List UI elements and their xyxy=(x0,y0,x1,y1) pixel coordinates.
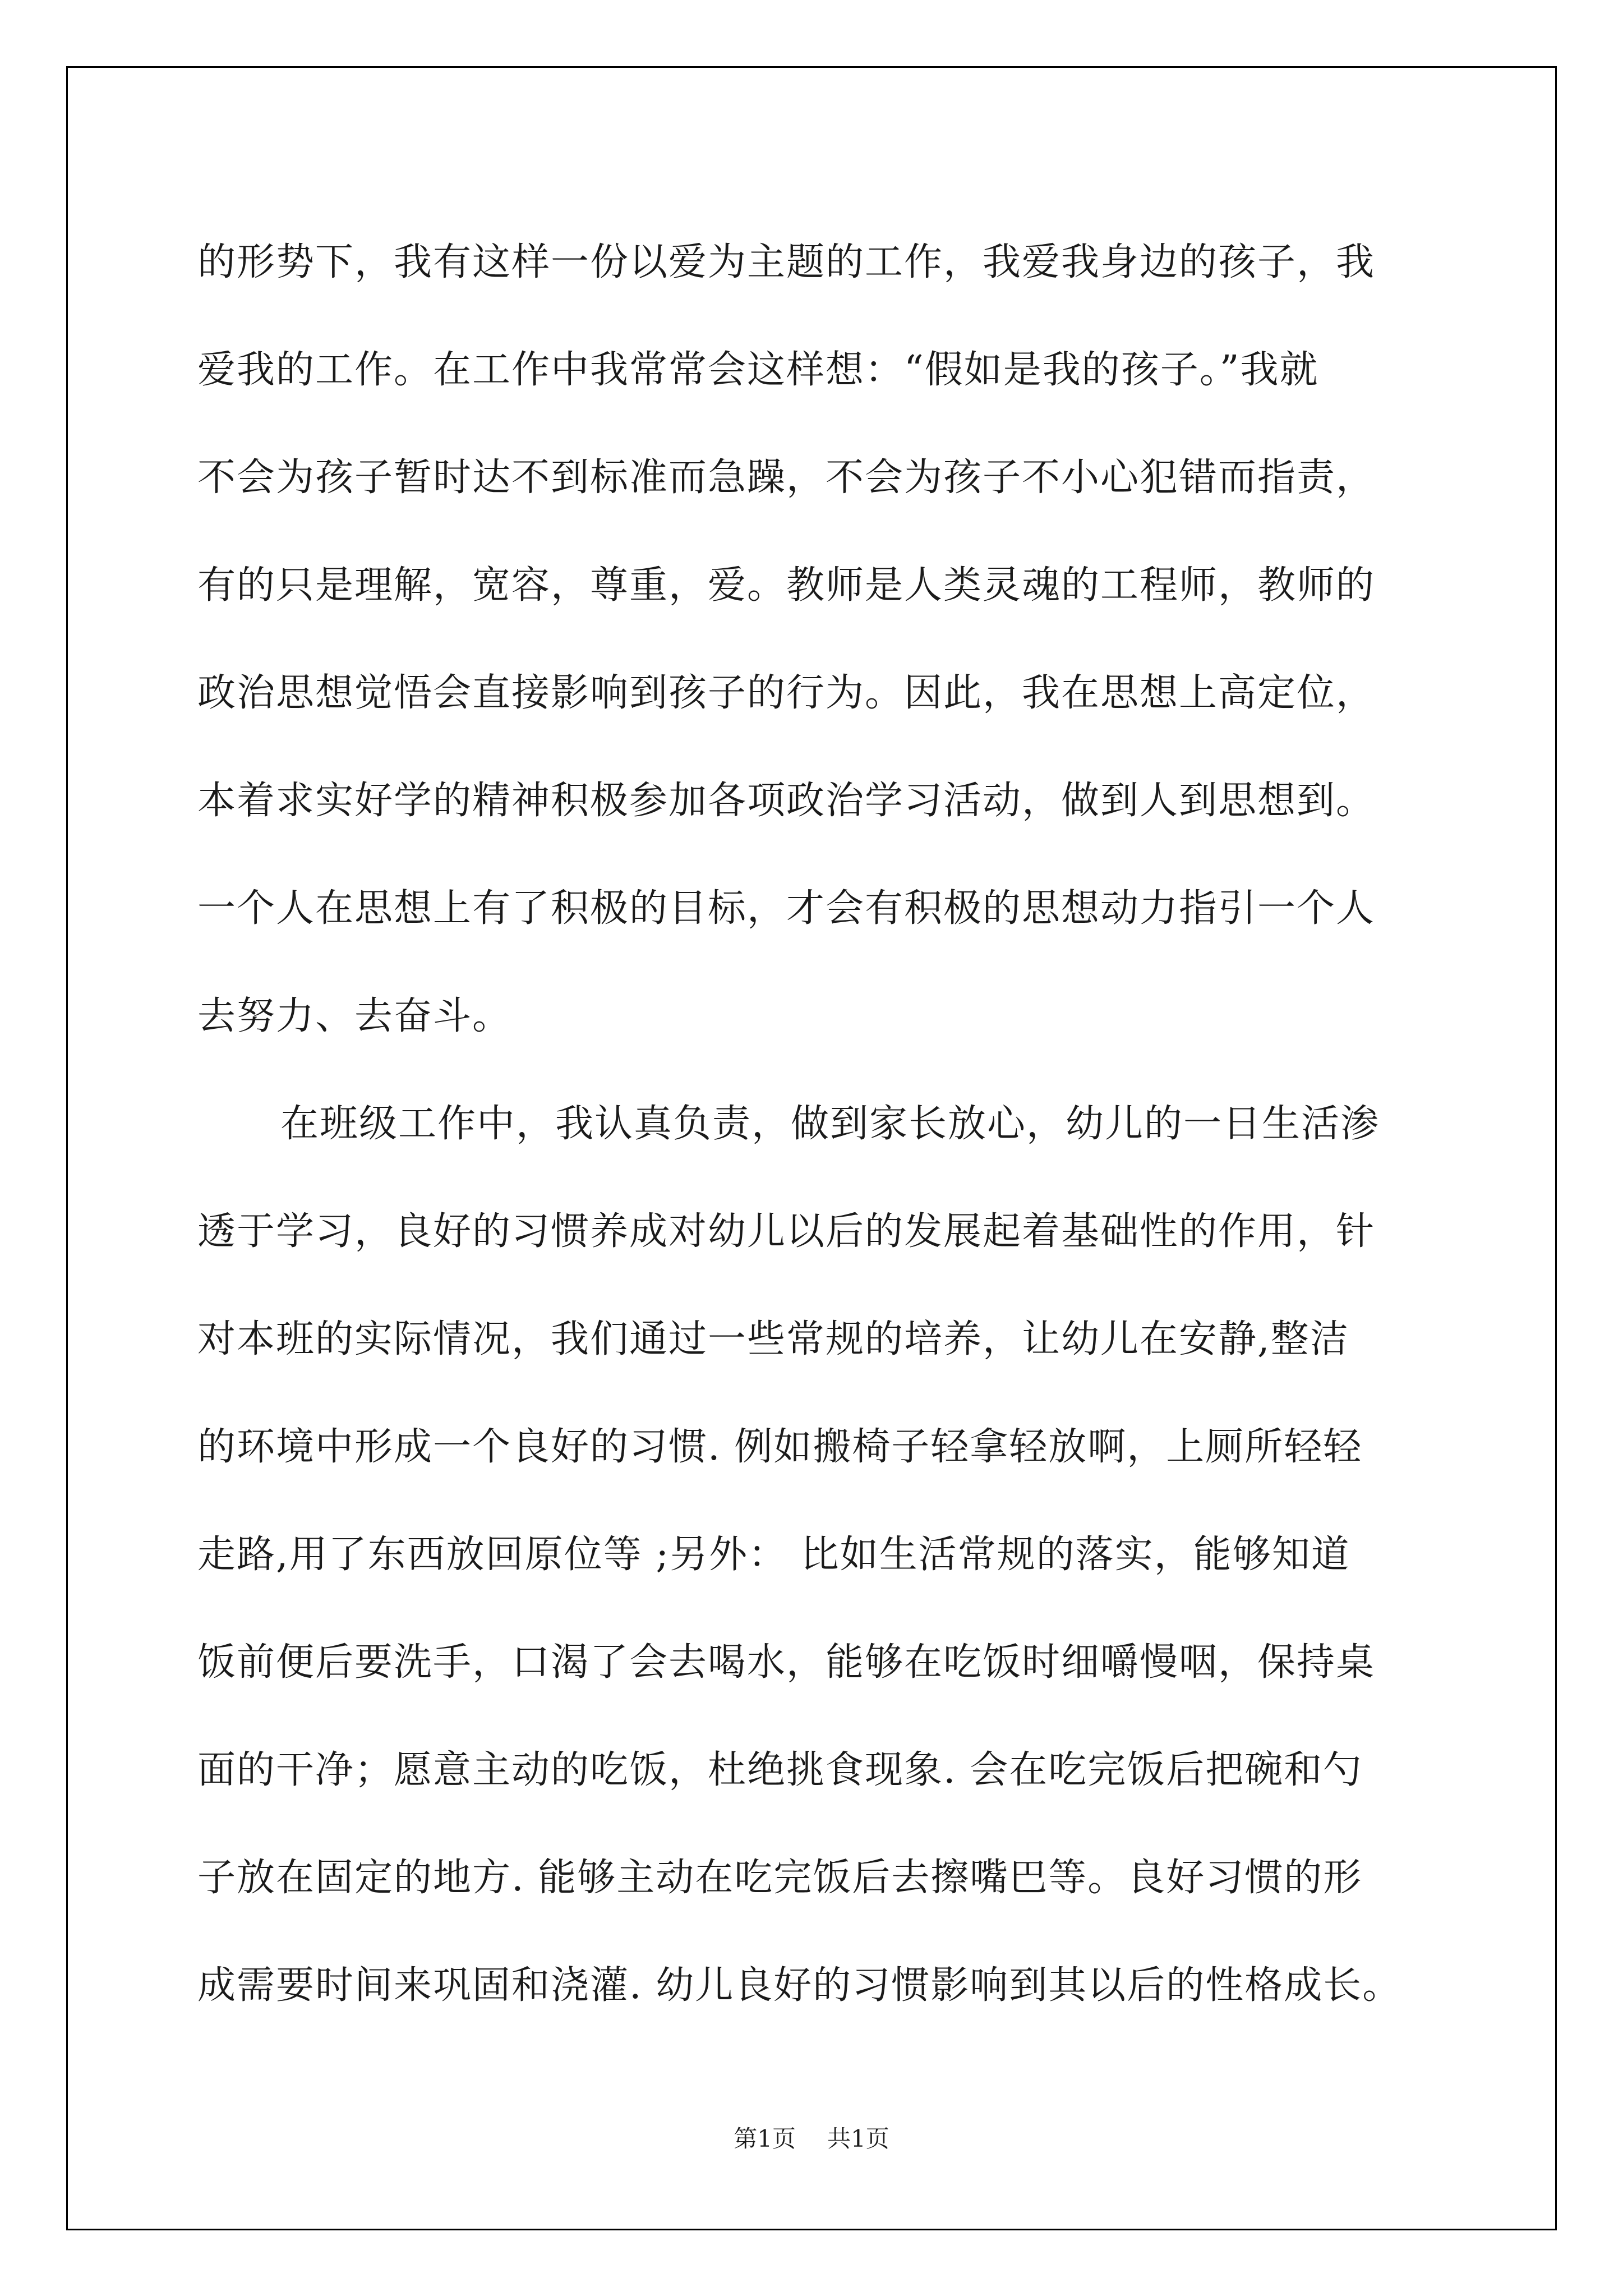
page-number-current: 第1页 xyxy=(734,2125,796,2152)
text-line: 成需要时间来巩固和浇灌. 幼儿良好的习惯影响到其以后的性格成长。 xyxy=(197,1963,1402,2008)
text-line: 一个人在思想上有了积极的目标，才会有积极的思想动力指引一个人 xyxy=(197,886,1376,931)
text-line: 政治思想觉悟会直接影响到孩子的行为。因此，我在思想上高定位， xyxy=(197,671,1376,715)
text-line: 对本班的实际情况，我们通过一些常规的培养，让幼儿在安静,整洁 xyxy=(197,1317,1349,1361)
text-line: 走路,用了东西放回原位等 ;另外： 比如生活常规的落实，能够知道 xyxy=(197,1533,1350,1577)
text-line: 的环境中形成一个良好的习惯. 例如搬椅子轻拿轻放啊，上厕所轻轻 xyxy=(197,1425,1363,1469)
text-line: 透于学习，良好的习惯养成对幼儿以后的发展起着基础性的作用，针 xyxy=(197,1209,1376,1254)
paragraph-first-line: 在班级工作中，我认真负责，做到家长放心，幼儿的一日生活渗 xyxy=(280,1102,1380,1146)
page-footer xyxy=(0,2120,1623,2154)
text-line: 本着求实好学的精神积极参加各项政治学习活动，做到人到思想到。 xyxy=(197,779,1376,823)
document-body xyxy=(197,209,1431,2040)
text-line: 爱我的工作。在工作中我常常会这样想：“假如是我的孩子。”我就 xyxy=(197,348,1319,392)
text-line: 面的干净；愿意主动的吃饭，杜绝挑食现象. 会在吃完饭后把碗和勺 xyxy=(197,1748,1363,1792)
text-line: 有的只是理解，宽容，尊重，爱。教师是人类灵魂的工程师，教师的 xyxy=(197,563,1376,608)
text-line: 子放在固定的地方. 能够主动在吃完饭后去擦嘴巴等。良好习惯的形 xyxy=(197,1856,1363,1900)
text-line: 不会为孩子暂时达不到标准而急躁，不会为孩子不小心犯错而指责， xyxy=(197,455,1376,500)
text-line: 去努力、去奋斗。 xyxy=(197,994,512,1038)
text-line: 饭前便后要洗手，口渴了会去喝水，能够在吃饭时细嚼慢咽，保持桌 xyxy=(197,1640,1376,1685)
page-number-total: 共1页 xyxy=(827,2125,889,2152)
text-line: 的形势下，我有这样一份以爱为主题的工作，我爱我身边的孩子，我 xyxy=(197,240,1376,284)
